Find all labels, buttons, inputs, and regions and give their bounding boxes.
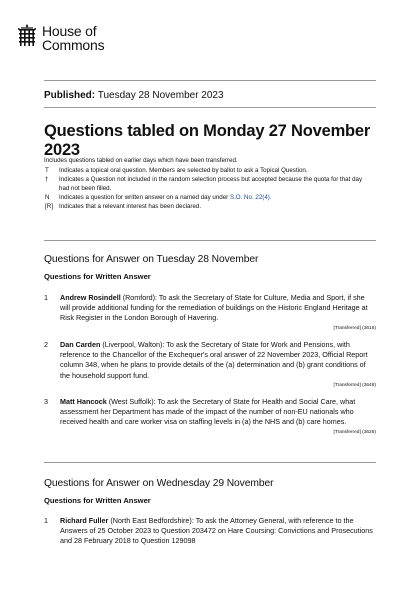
member-name: Andrew Rosindell bbox=[60, 293, 121, 302]
question-item bbox=[44, 340, 376, 389]
standing-order-link[interactable]: S.O. No. 22(4). bbox=[229, 194, 272, 201]
section-tuesday bbox=[44, 254, 376, 281]
member-name: Dan Carden bbox=[60, 340, 101, 349]
legend-symbol: [R] bbox=[45, 203, 53, 210]
logo-line-2: Commons bbox=[42, 37, 105, 53]
question-text: To ask the Attorney General, with reference to the Answers of 25 October 2023 to Question 203472 on Hare Coursing: Convictions and Prosecutions and 28 February 2018 to Question 129098 bbox=[60, 516, 373, 546]
section-heading: Questions for Answer on Tuesday 28 November bbox=[44, 254, 259, 265]
divider bbox=[44, 240, 376, 241]
house-of-commons-logo bbox=[18, 24, 104, 52]
logo-wordmark bbox=[42, 24, 104, 52]
section-subheading: Questions for Written Answer bbox=[44, 496, 151, 505]
page-title: Questions tabled on Monday 27 November 2023 bbox=[44, 122, 371, 159]
question-item bbox=[44, 516, 376, 547]
question-number: 2 bbox=[44, 340, 48, 349]
legend-text: Indicates a topical oral question. Members are selected by ballot to ask a Topical Question. bbox=[59, 167, 308, 174]
divider bbox=[44, 107, 376, 108]
legend-symbol: † bbox=[45, 176, 49, 183]
question-item bbox=[44, 397, 376, 436]
question-reference: [Transferred] (3626) bbox=[333, 429, 376, 435]
question-number: 1 bbox=[44, 516, 48, 525]
legend-text: Indicates a question for written answer on a named day under bbox=[59, 194, 230, 201]
section-wednesday bbox=[44, 478, 376, 505]
constituency: (Liverpool, Walton): bbox=[100, 340, 167, 349]
constituency: (North East Bedfordshire): bbox=[108, 516, 196, 525]
constituency: (Romford): bbox=[120, 293, 159, 302]
constituency: (West Suffolk): bbox=[106, 397, 158, 406]
legend-symbol: N bbox=[45, 194, 50, 201]
legend-symbol: T bbox=[45, 167, 49, 174]
question-reference: [Transferred] (3648) bbox=[333, 382, 376, 388]
portcullis-icon bbox=[18, 24, 36, 48]
member-name: Matt Hancock bbox=[60, 397, 107, 406]
question-number: 1 bbox=[44, 293, 48, 302]
intro-text: Includes questions tabled on earlier days which have been transferred. bbox=[44, 157, 238, 164]
published-date: Tuesday 28 November 2023 bbox=[97, 90, 224, 101]
question-text: To ask the Secretary of State for Culture, Media and Sport, if she will provide additional funding for the remediation of buildings on the Historic England Heritage at Risk Register in the London Borough of Havering. bbox=[60, 293, 368, 323]
published-line bbox=[44, 90, 224, 101]
section-subheading: Questions for Written Answer bbox=[44, 272, 151, 281]
legend-row bbox=[44, 166, 374, 175]
question-reference: [Transferred] (3616) bbox=[333, 325, 376, 331]
legend-text: Indicates a Question not included in the random selection process but accepted because the quota for that day had not been filled. bbox=[59, 176, 363, 192]
question-text: To ask the Secretary of State for Work and Pensions, with reference to the Chancellor of the Exchequer's oral answer of 22 November 2023, Official Report column 348, when he plans to provide details of the (a) determination and (b) grant conditions of the household support fund. bbox=[60, 340, 368, 380]
divider bbox=[44, 462, 376, 463]
divider bbox=[44, 80, 376, 81]
question-item bbox=[44, 293, 376, 332]
member-name: Richard Fuller bbox=[60, 516, 109, 525]
question-number: 3 bbox=[44, 397, 48, 406]
legend-row bbox=[44, 193, 374, 202]
section-heading: Questions for Answer on Wednesday 29 November bbox=[44, 478, 274, 489]
legend-text: Indicates that a relevant interest has been declared. bbox=[59, 203, 202, 210]
published-label: Published: bbox=[44, 90, 96, 101]
legend-row bbox=[44, 202, 374, 211]
question-text: To ask the Secretary of State for Health and Social Care, what assessment her Department has made of the impact of the number of non-EU nationals who received health and care worker visa on staffing levels in (a) the NHS and (b) care homes. bbox=[60, 397, 356, 427]
legend-row bbox=[44, 175, 374, 193]
logo-line-1: House of bbox=[42, 23, 97, 39]
symbol-legend bbox=[44, 166, 374, 211]
